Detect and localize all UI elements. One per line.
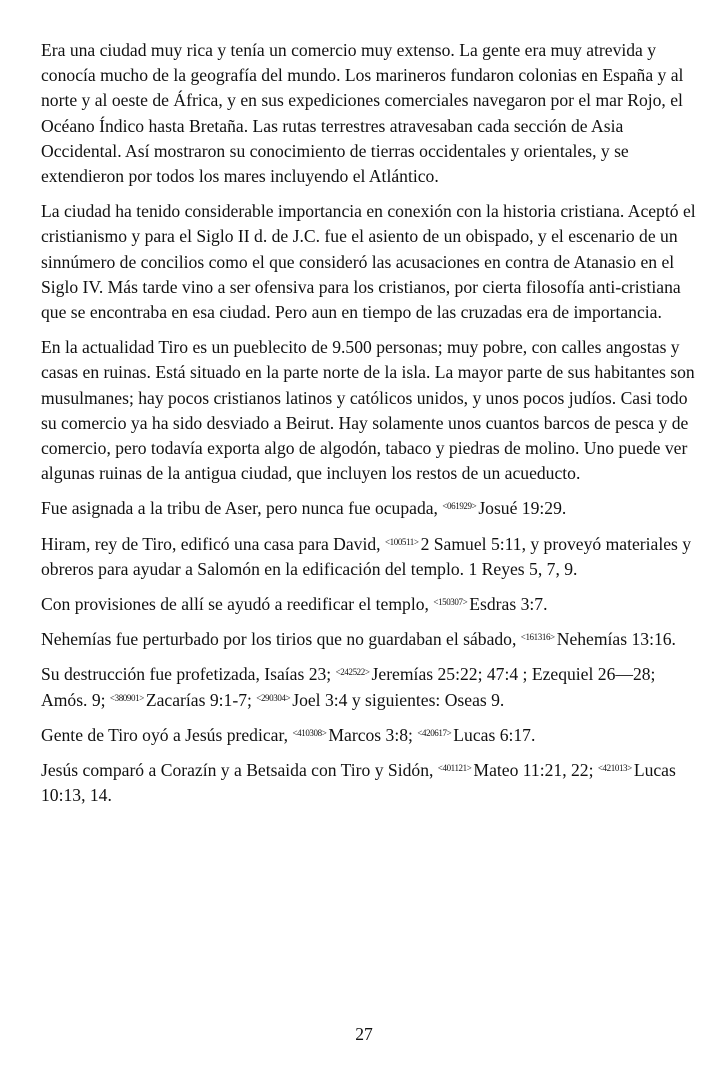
paragraph-text: Lucas 6:17. [453,724,536,745]
paragraph [41,532,696,582]
paragraph [41,723,696,748]
paragraph [41,758,696,808]
paragraph-text: Su destrucción fue profetizada, Isaías 23; [41,664,336,685]
paragraph-text: 2 Samuel 5:11, y proveyó materiales y obreros para ayudar a Salomón en la edificación del templo. 1 Reyes 5, 7, 9. [41,533,692,579]
paragraph [41,38,696,189]
paragraph-text: Con provisiones de allí se ayudó a reedificar el templo, [41,594,434,615]
cross-reference-code: <061929> [442,501,477,512]
page-number: 27 [355,1024,373,1044]
paragraph [41,627,696,652]
cross-reference-code: <421013> [597,763,632,774]
cross-reference-code: <290304> [256,692,291,703]
paragraph-text: Fue asignada a la tribu de Aser, pero nunca fue ocupada, [41,498,443,519]
paragraph-text: Era una ciudad muy rica y tenía un comercio muy extenso. La gente era muy atrevida y conocía mucho de la geografía del mundo. Los marineros fundaron colonias en España y al norte y al oeste de África, y en sus expediciones comerciales navegaron por el mar Rojo, el Océano Índico hasta Bretaña. Las rutas terrestres atravesaban cada sección de Asia Occidental. Así mostraron su conocimiento de tierras occidentales y orientales, y se extendieron por todos los mares incluyendo el Atlántico. [41,40,684,187]
paragraph-text: La ciudad ha tenido considerable importancia en conexión con la historia cristiana. Aceptó el cristianismo y para el Siglo II d. de J.C. fue el asiento de un obispado, y el escenario de un sinnúmero de concilios como el que consideró las acusaciones en contra de Atanasio en el Siglo IV. Más tarde vino a ser ofensiva para los cristianos, por cierta filosofía anti-cristiana que se encontraba en esa ciudad. Pero aun en tiempo de las cruzadas era de importancia. [41,201,696,323]
paragraph-text: Zacarías 9:1-7; [145,689,257,710]
cross-reference-code: <100511> [384,536,419,547]
paragraph-text: Mateo 11:21, 22; [473,760,598,781]
paragraph-text: Nehemías 13:16. [556,629,676,650]
paragraph-text: En la actualidad Tiro es un pueblecito de 9.500 personas; muy pobre, con calles angostas y casas en ruinas. Está situado en la parte norte de la isla. La mayor parte de sus habitantes son musulmanes; hay pocos cristianos latinos y católicos unidos, y unos pocos judíos. Casi todo su comercio ya ha sido desviado a Beirut. Hay solamente unos cuantos barcos de pesca y de comercio, pero todavía exporta algo de algodón, tabaco y piedras de molino. Uno puede ver algunas ruinas de la antigua ciudad, que incluyen los restos de un acueducto. [41,337,695,484]
paragraph [41,496,696,521]
paragraph [41,335,696,486]
paragraph [41,199,696,325]
paragraph-text: Nehemías fue perturbado por los tirios que no guardaban el sábado, [41,629,521,650]
paragraph-text: Marcos 3:8; [328,724,418,745]
cross-reference-code: <150307> [433,597,468,608]
cross-reference-code: <161316> [520,632,555,643]
paragraph-text: Gente de Tiro oyó a Jesús predicar, [41,724,293,745]
cross-reference-code: <380901> [109,692,144,703]
paragraph-text: Joel 3:4 y siguientes: Oseas 9. [292,689,505,710]
cross-reference-code: <410308> [292,727,327,738]
paragraph-text: Hiram, rey de Tiro, edificó una casa para David, [41,533,385,554]
paragraph-text: Jeremías 25:22; 47:4 ; Ezequiel 26—28; Amós. 9; [41,664,656,710]
paragraph-text: Esdras 3:7. [469,594,548,615]
paragraph [41,592,696,617]
paragraph [41,662,696,712]
cross-reference-code: <420617> [417,727,452,738]
paragraph-text: Jesús comparó a Corazín y a Betsaida con Tiro y Sidón, [41,760,438,781]
paragraph-text: Lucas 10:13, 14. [41,760,676,806]
cross-reference-code: <242522> [335,667,370,678]
paragraph-text: Josué 19:29. [478,498,567,519]
cross-reference-code: <401121> [437,763,472,774]
page-body [41,38,696,818]
